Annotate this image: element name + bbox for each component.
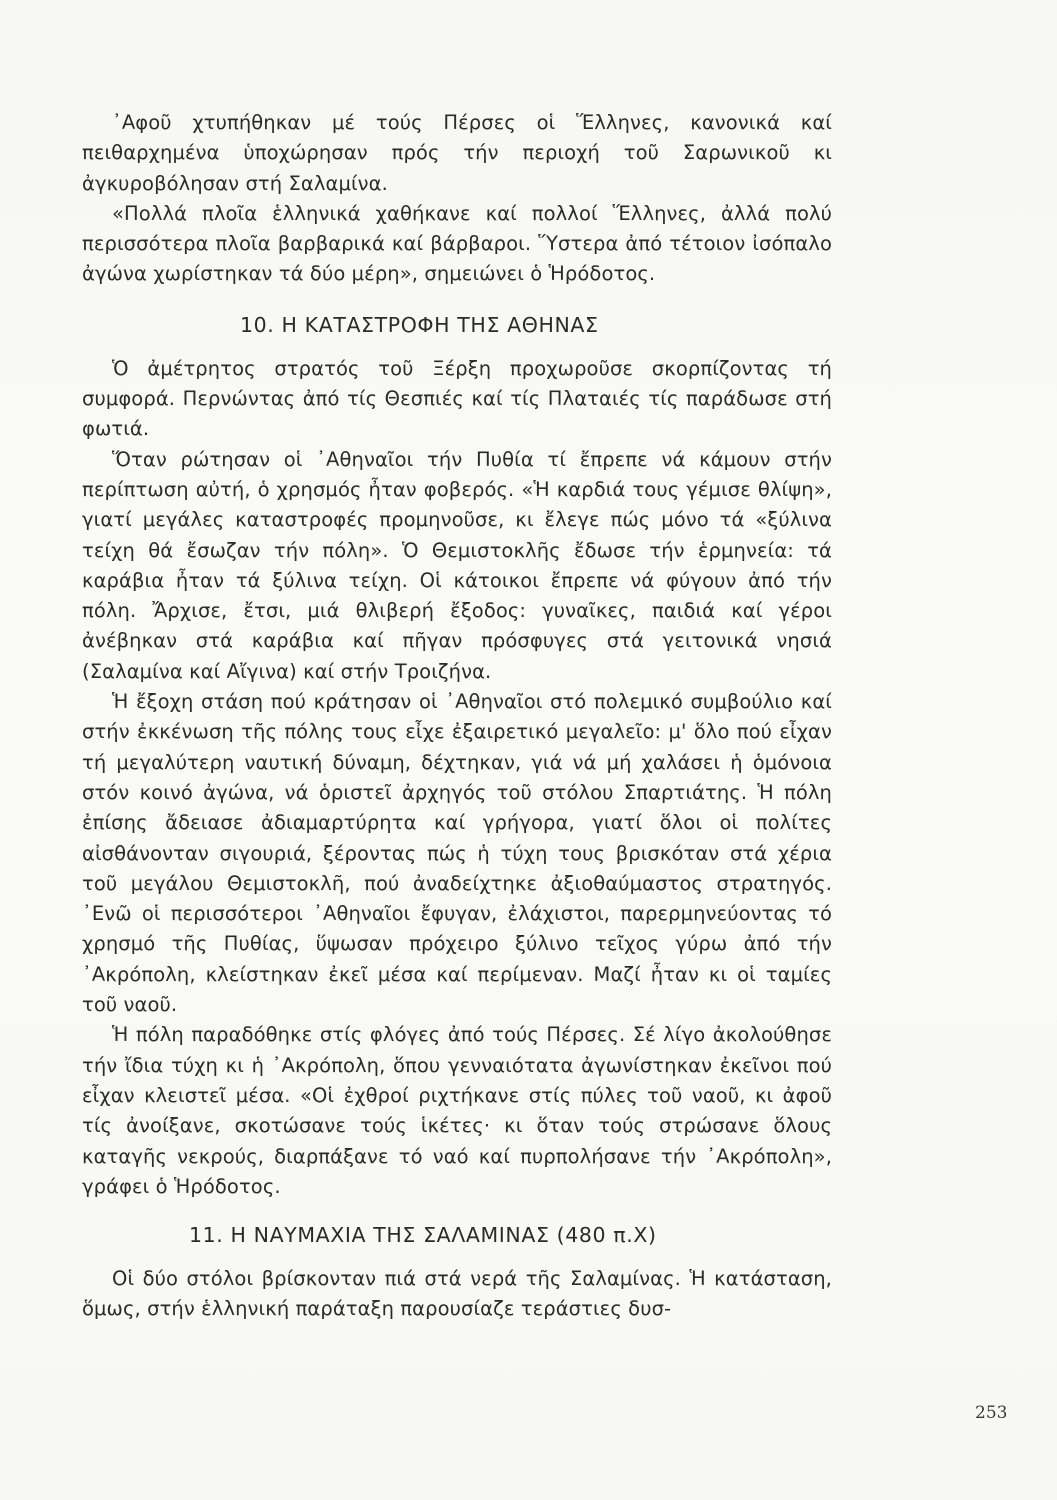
paragraph-two-fleets: Οἱ δύο στόλοι βρίσκονταν πιά στά νερά τῆς Σαλαμίνας. Ἡ κατάσταση, ὅμως, στήν ἑλληνική παράταξη παρουσίαζε τεράστιες δυσ-	[82, 1267, 832, 1321]
paragraph-city-burned: Ἡ πόλη παραδόθηκε στίς φλόγες ἀπό τούς Πέρσες. Σέ λίγο ἀκολούθησε τήν ἴδια τύχη κι ἡ ᾿Ακρόπολη, ὅπου γενναιότατα ἀγωνίστηκαν ἐκεῖνοι πού εἶχαν κλειστεῖ μέσα. «Οἱ ἐχθροί ριχτήκανε στίς πύλες τοῦ ναοῦ, κι ἀφοῦ τίς ἀνοίξανε, σκοτώσανε τούς ἱκέτες· κι ὅταν τούς στρώσανε ὅλους καταγῆς νεκρούς, διαρπάξανε τό ναό καί πυρπολήσανε τήν ᾿Ακρόπολη», γράφει ὁ Ἡρόδοτος.	[82, 1023, 832, 1198]
section-heading-11: 11. Η ΝΑΥΜΑΧΙΑ ΤΗΣ ΣΑΛΑΜΙΝΑΣ (480 π.Χ)	[189, 1223, 657, 1248]
text-column	[82, 108, 832, 1325]
paragraph-pythia-oracle: Ὅταν ρώτησαν οἱ ᾿Αθηναῖοι τήν Πυθία τί ἔπρεπε νά κάμουν στήν περίπτωση αὐτή, ὁ χρησμός ἦταν φοβερός. «Ἡ καρδιά τους γέμισε θλίψη», γιατί μεγάλες καταστροφές προμηνοῦσε, κι ἔλεγε πώς μόνο τά «ξύλινα τείχη θά ἔσωζαν τήν πόλη». Ὁ Θεμιστοκλῆς ἔδωσε τήν ἑρμηνεία: τά καράβια ἦταν τά ξύλινα τείχη. Οἱ κάτοικοι ἔπρεπε νά φύγουν ἀπό τήν πόλη. Ἄρχισε, ἔτσι, μιά θλιβερή ἔξοδος: γυναῖκες, παιδιά καί γέροι ἀνέβηκαν στά καράβια καί πῆγαν πρόσφυγες στά γειτονικά νησιά (Σαλαμίνα καί Αἴγινα) καί στήν Τροιζήνα.	[82, 447, 832, 683]
paragraph-xerxes-army: Ὁ ἀμέτρητος στρατός τοῦ Ξέρξη προχωροῦσε σκορπίζοντας τή συμφορά. Περνώντας ἀπό τίς Θεσπιές καί τίς Πλαταιές τίς παράδωσε στή φωτιά.	[82, 356, 832, 441]
paragraph-herodotus-quote: «Πολλά πλοῖα ἑλληνικά χαθήκανε καί πολλοί Ἕλληνες, ἀλλά πολύ περισσότερα πλοῖα βαρβαρικά καί βάρβαροι. Ὕστερα ἀπό τέτοιον ἰσόπαλο ἀγώνα χωρίστηκαν τά δύο μέρη», σημειώνει ὁ Ἡρόδοτος.	[82, 201, 832, 286]
paragraph-retreat: ᾿Αφοῦ χτυπήθηκαν μέ τούς Πέρσες οἱ Ἕλληνες, κανονικά καί πειθαρχημένα ὑποχώρησαν πρός τήν περιοχή τοῦ Σαρωνικοῦ κι ἀγκυροβόλησαν στή Σαλαμίνα.	[82, 111, 832, 195]
paragraph-athenian-stance: Ἡ ἔξοχη στάση πού κράτησαν οἱ ᾿Αθηναῖοι στό πολεμικό συμβούλιο καί στήν ἐκκένωση τῆς πόλης τους εἶχε ἐξαιρετικό μεγαλεῖο: μ' ὅλο πού εἶχαν τή μεγαλύτερη ναυτική δύναμη, δέχτηκαν, γιά νά μή χαλάσει ἡ ὁμόνοια στόν κοινό ἀγώνα, νά ὁριστεῖ ἀρχηγός τοῦ στόλου Σπαρτιάτης. Ἡ πόλη ἐπίσης ἄδειασε ἀδιαμαρτύρητα καί γρήγορα, γιατί ὅλοι οἱ πολίτες αἰσθάνονταν σιγουριά, ξέροντας πώς ἡ τύχη τους βρισκόταν στά χέρια τοῦ μεγάλου Θεμιστοκλῆ, πού ἀναδείχτηκε ἀξιοθαύμαστος στρατηγός. ᾿Ενῶ οἱ περισσότεροι ᾿Αθηναῖοι ἔφυγαν, ἐλάχιστοι, παρερμηνεύοντας τό χρησμό τῆς Πυθίας, ὕψωσαν πρόχειρο ξύλινο τεῖχος γύρω ἀπό τήν ᾿Ακρόπολη, κλείστηκαν ἐκεῖ μέσα καί περίμεναν. Μαζί ἦταν κι οἱ ταμίες τοῦ ναοῦ.	[82, 690, 832, 1017]
section-heading-10: 10. Η ΚΑΤΑΣΤΡΟΦΗ ΤΗΣ ΑΘΗΝΑΣ	[240, 312, 599, 337]
page-number: 253	[975, 1403, 1008, 1423]
